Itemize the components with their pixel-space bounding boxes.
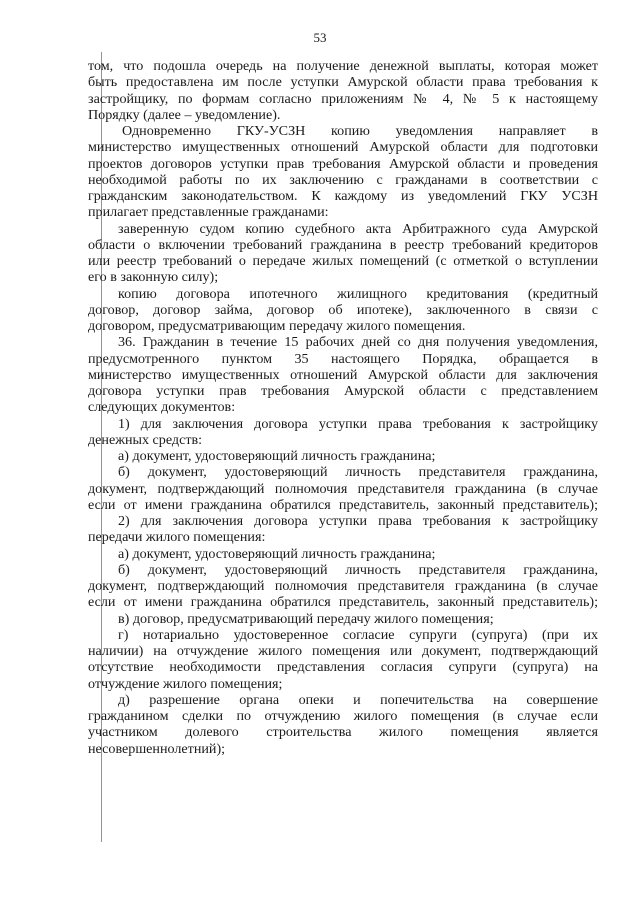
text-line-content: договора уступки прав требования Амурской области с представлением [88, 383, 598, 399]
text-line [88, 546, 598, 562]
text-line-content: или реестр требований о передаче жилых помещений (с отметкой о вступлении [88, 253, 598, 269]
text-line [88, 107, 598, 123]
text-line-content: если от имени гражданина обратился представитель, законный представитель); [88, 594, 598, 611]
text-line-content: заверенную судом копию судебного акта Арбитражного суда Амурской [118, 220, 598, 237]
text-line-content: проектов договоров уступки прав требования Амурской области и проведения [88, 155, 598, 172]
text-line [88, 643, 598, 659]
text-line-content: быть предоставлена им после уступки Амурской области права требования к [88, 74, 598, 91]
text-line [88, 91, 598, 107]
document-body [88, 58, 598, 757]
text-line-content: необходимой работы по их заключению с гражданами в соответствии с [88, 171, 598, 188]
text-line-content: том, что подошла очередь на получение денежной выплаты, которая может [88, 58, 598, 74]
text-line [88, 724, 598, 740]
text-line [88, 74, 598, 90]
text-line-content: передачи жилого помещения: [88, 529, 266, 546]
text-line-content: копию договора ипотечного жилищного кредитования (кредитный [118, 285, 598, 302]
text-line [88, 269, 598, 285]
text-line [88, 513, 598, 529]
text-line [88, 464, 598, 480]
text-line [88, 253, 598, 269]
text-line [88, 627, 598, 643]
text-line-content: прилагает представленные гражданами: [88, 204, 329, 221]
text-line [88, 286, 598, 302]
text-line [88, 416, 598, 432]
text-line [88, 578, 598, 594]
text-line-content: министерство имущественных отношений Амурской области для подготовки [88, 139, 598, 156]
text-line-content: д) разрешение органа опеки и попечительства на совершение [118, 691, 598, 708]
text-line [88, 367, 598, 383]
text-line-content: наличии) на отчуждение жилого помещения или документ, подтверждающий [88, 643, 598, 659]
text-line-content: если от имени гражданина обратился представитель, законный представитель); [88, 496, 598, 513]
text-line-content: в) договор, предусматривающий передачу жилого помещения; [118, 610, 494, 627]
text-line-content: а) документ, удостоверяющий личность гражданина; [118, 448, 436, 464]
text-line [88, 58, 598, 74]
text-line-content: 2) для заключения договора уступки права требования к застройщику [118, 513, 598, 529]
text-line [88, 204, 598, 220]
text-line [88, 594, 598, 610]
text-line-content: застройщику, по формам согласно приложениям № 4, № 5 к настоящему [88, 90, 598, 107]
text-line-content: его в законную силу); [88, 269, 219, 286]
text-line-content: г) нотариально удостоверенное согласие супруги (супруга) (при их [118, 626, 598, 643]
text-line [88, 221, 598, 237]
text-line-content: министерство имущественных отношений Амурской области для заключения [88, 366, 598, 383]
text-line-content: участником долевого строительства жилого помещения является [88, 724, 598, 741]
text-line [88, 676, 598, 692]
page-number: 53 [313, 30, 327, 45]
text-line-content: документ, подтверждающий полномочия представителя гражданина (в случае [88, 480, 598, 497]
text-line-content: Одновременно ГКУ-УСЗН копию уведомления направляет в [122, 123, 598, 139]
text-line [88, 497, 598, 513]
text-line-content: Порядку (далее – уведомление). [88, 106, 281, 123]
text-line-content: договор, договор займа, договор об ипотеке), заключенного в связи с [88, 301, 598, 318]
text-line [88, 529, 598, 545]
text-line [88, 334, 598, 350]
text-line [88, 318, 598, 334]
text-line-content: гражданином сделки по отчуждению жилого помещения (в случае если [88, 708, 598, 724]
text-line [88, 123, 598, 139]
text-line-content: 1) для заключения договора уступки права требования к застройщику [118, 415, 598, 432]
text-line [88, 432, 598, 448]
text-line [88, 611, 598, 627]
text-line-content: договором, предусматривающим передачу жилого помещения. [88, 318, 466, 334]
text-line [88, 302, 598, 318]
text-line [88, 172, 598, 188]
text-line [88, 351, 598, 367]
text-line-content: отсутствие необходимости представления согласия супруги (супруга) на [88, 659, 598, 676]
text-line-content: денежных средств: [88, 431, 203, 448]
text-line [88, 708, 598, 724]
text-line-content: области о включении требований гражданина в реестр требований кредиторов [88, 236, 598, 253]
text-line [88, 692, 598, 708]
text-line [88, 659, 598, 675]
text-line [88, 383, 598, 399]
text-line [88, 741, 598, 757]
text-line [88, 562, 598, 578]
text-line [88, 237, 598, 253]
text-line-content: следующих документов: [88, 399, 236, 416]
text-line [88, 399, 598, 415]
text-line-content: а) документ, удостоверяющий личность гражданина; [118, 545, 436, 562]
text-line-content: несовершеннолетний); [88, 740, 226, 757]
text-line-content: б) документ, удостоверяющий личность представителя гражданина, [118, 464, 598, 481]
text-line [88, 156, 598, 172]
text-line-content: гражданским законодательством. К каждому из уведомлений ГКУ УСЗН [88, 188, 598, 204]
text-line [88, 139, 598, 155]
text-line-content: документ, подтверждающий полномочия представителя гражданина (в случае [88, 578, 598, 594]
text-line [88, 188, 598, 204]
text-line-content: отчуждение жилого помещения; [88, 675, 283, 692]
text-line-content: предусмотренного пунктом 35 настоящего Порядка, обращается в [88, 350, 598, 367]
text-line-content: 36. Гражданин в течение 15 рабочих дней со дня получения уведомления, [118, 334, 598, 351]
text-line [88, 448, 598, 464]
text-line-content: б) документ, удостоверяющий личность представителя гражданина, [118, 561, 598, 578]
text-line [88, 481, 598, 497]
